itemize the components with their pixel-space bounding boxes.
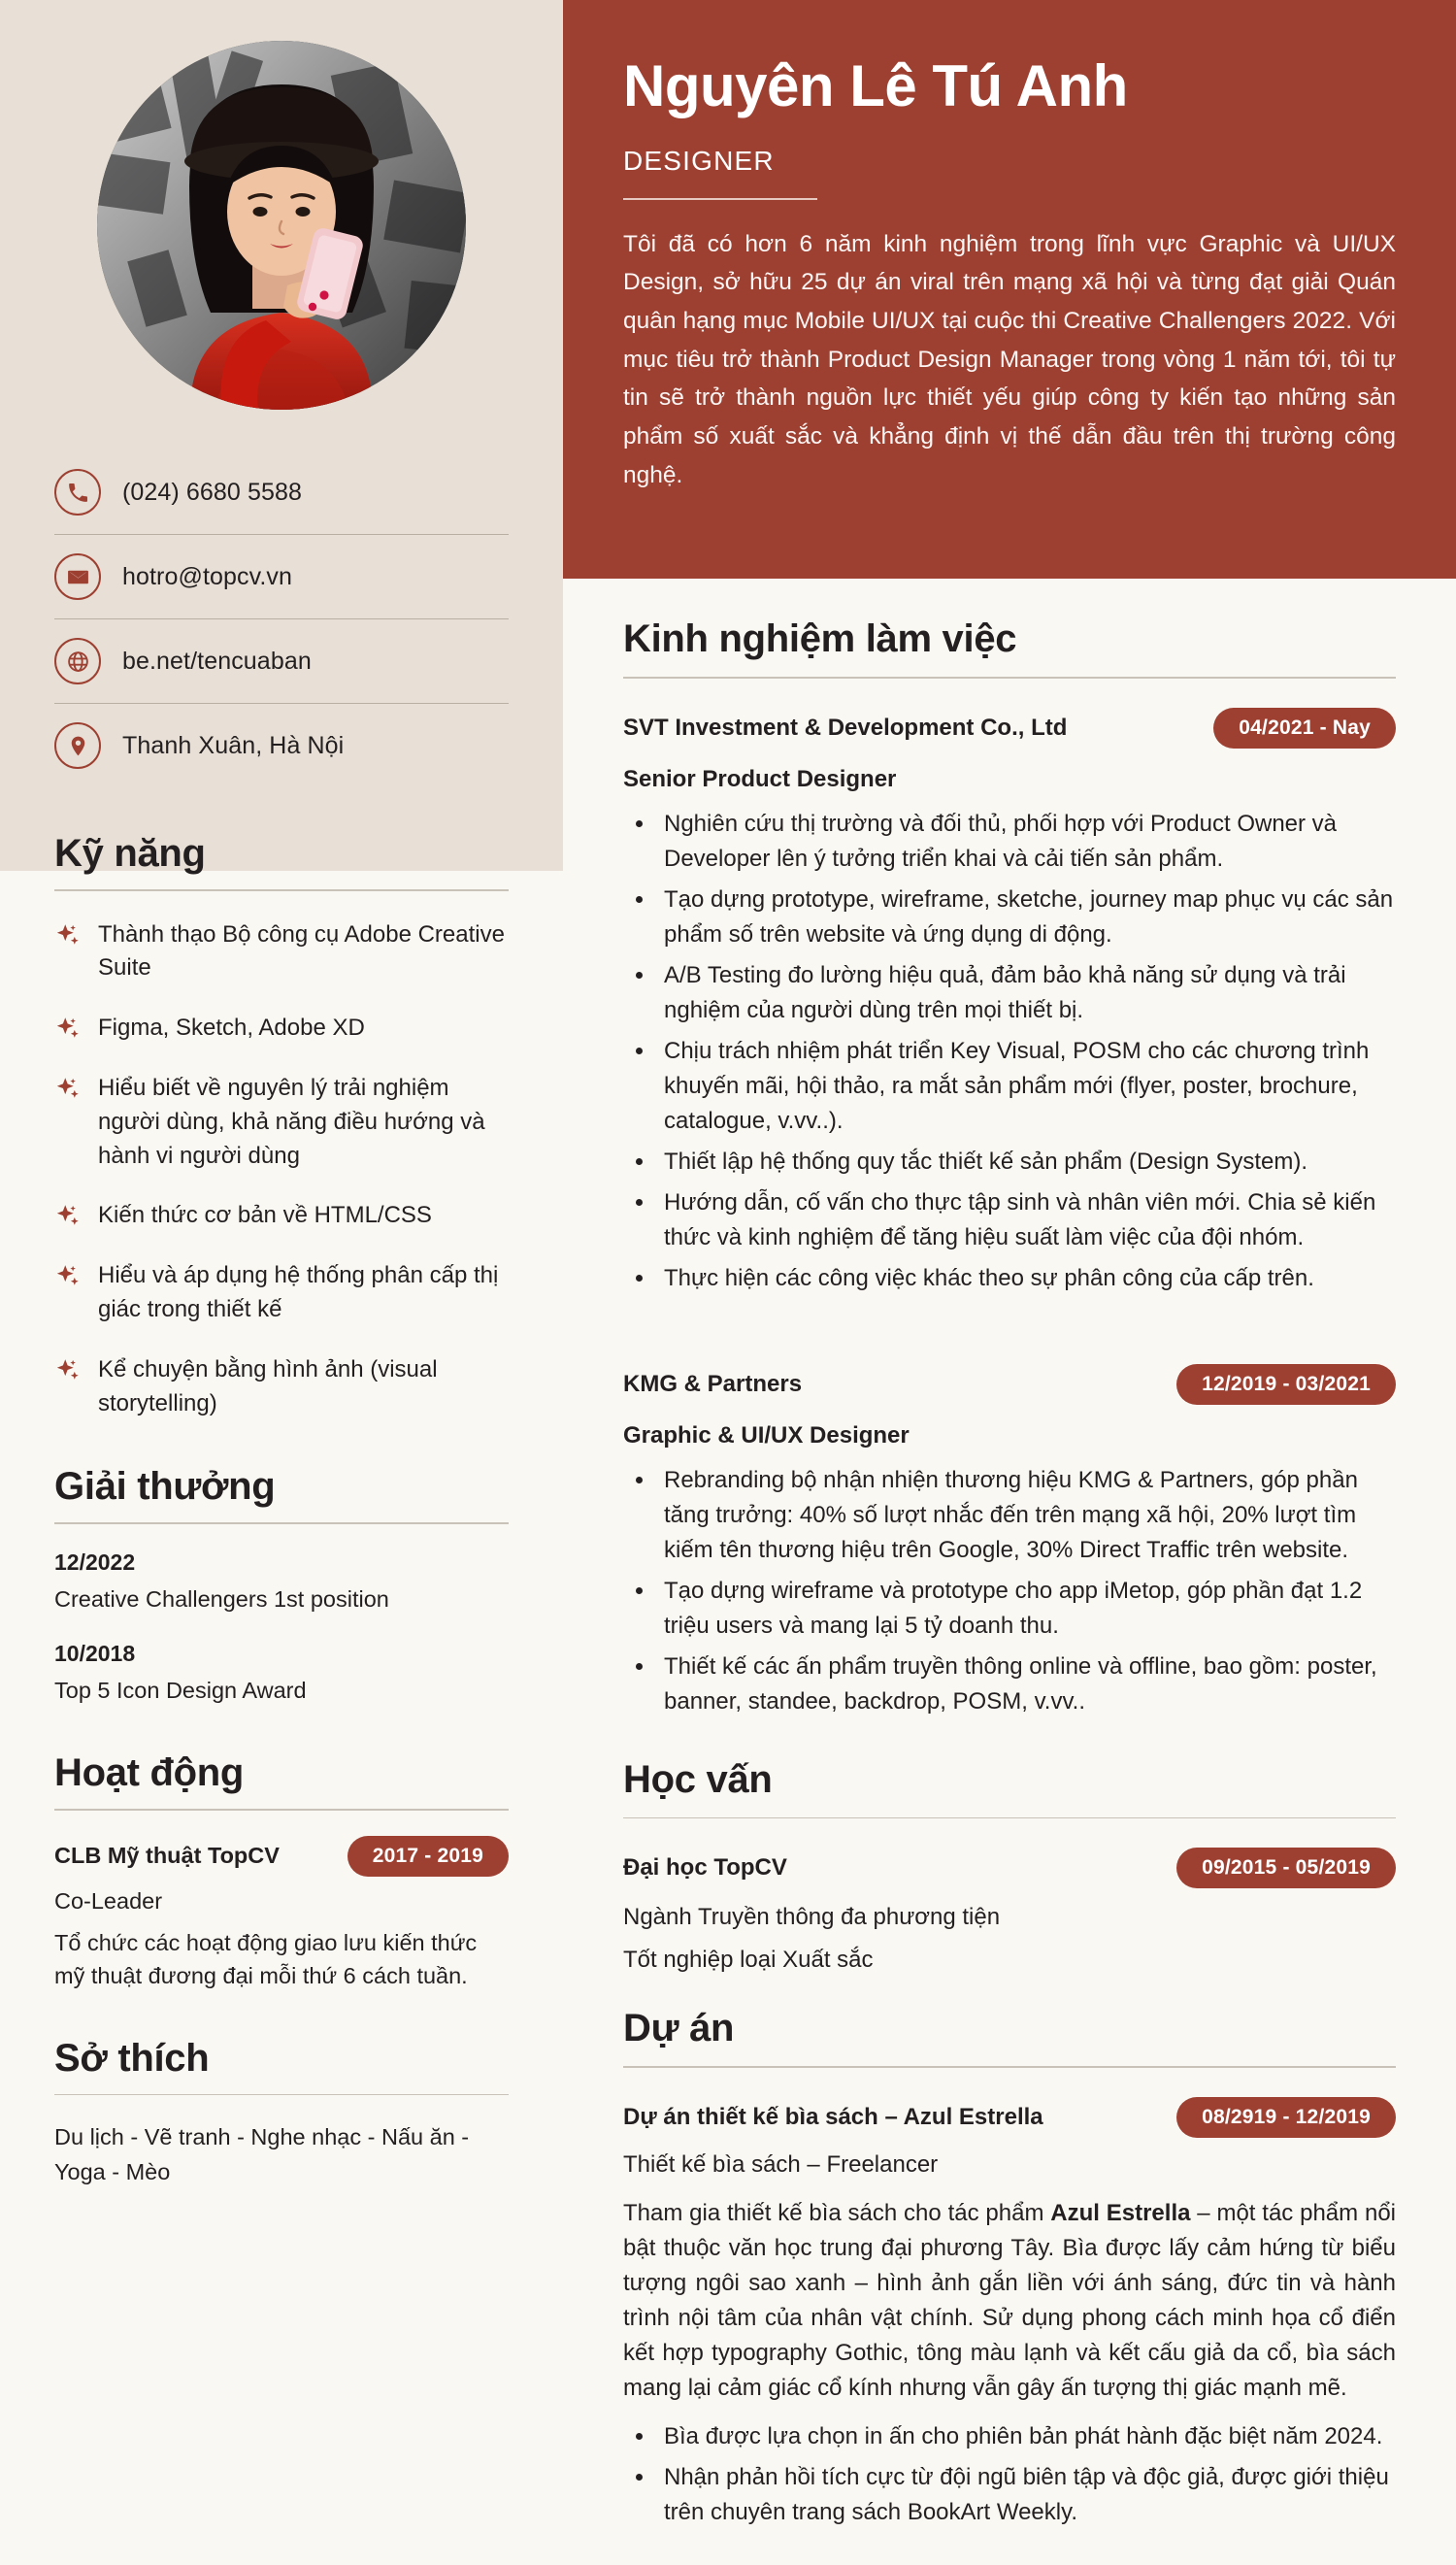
project-header <box>623 2097 1396 2138</box>
contact-row-website[interactable] <box>54 619 509 704</box>
skill-item <box>54 1353 509 1421</box>
activity-period-badge: 2017 - 2019 <box>347 1836 509 1877</box>
project-period-badge: 08/2919 - 12/2019 <box>1176 2097 1396 2138</box>
spacer <box>623 1302 1396 1335</box>
projects-heading: Dự án <box>623 2007 735 2050</box>
list-item: • Tạo dựng prototype, wireframe, sketche, journey map phục vụ các sản phẩm số trên website và ứng dụng di động. <box>656 883 1396 952</box>
hobbies-text: Du lịch - Vẽ tranh - Nghe nhạc - Nấu ăn - Yoga - Mèo <box>54 2124 470 2184</box>
education-major: Ngành Truyền thông đa phương tiện <box>623 1904 1001 1931</box>
contact-website-value: be.net/tencuaban <box>122 647 312 675</box>
sidebar <box>0 0 563 2480</box>
sparkle-icon <box>54 1016 81 1042</box>
skill-label: Thành thạo Bộ công cụ Adobe Creative Suite <box>98 920 505 982</box>
job-title: DESIGNER <box>623 146 775 176</box>
award-title: Top 5 Icon Design Award <box>54 1678 307 1704</box>
school-name: Đại học TopCV <box>623 1854 787 1882</box>
phone-icon <box>54 469 101 516</box>
sparkle-icon <box>54 922 81 949</box>
projects-divider <box>623 2066 1396 2068</box>
list-item: • Thực hiện các công việc khác theo sự phân công của cấp trên. <box>656 1261 1396 1296</box>
skill-item <box>54 1259 509 1327</box>
location-pin-icon <box>54 722 101 769</box>
skill-label: Figma, Sketch, Adobe XD <box>98 1015 365 1042</box>
list-item: • Thiết kế các ấn phẩm truyền thông online và offline, bao gồm: poster, banner, standee, backdrop, POSM, v.vv.. <box>656 1649 1396 1719</box>
sparkle-icon <box>54 1263 81 1289</box>
list-item: • Thiết lập hệ thống quy tắc thiết kế sản phẩm (Design System). <box>656 1145 1396 1180</box>
skills-divider <box>54 889 509 891</box>
contact-row-phone[interactable] <box>54 450 509 535</box>
awards-divider <box>54 1522 509 1524</box>
award-date: 10/2018 <box>54 1641 136 1667</box>
responsibility-list <box>656 807 1396 1296</box>
employment-role: Senior Product Designer <box>623 765 897 792</box>
experience-item <box>623 708 1396 1296</box>
list-item: • Hướng dẫn, cố vấn cho thực tập sinh và nhân viên mới. Chia sẻ kiến thức và kinh nghiệm để tăng hiệu suất làm việc của đội nhóm. <box>656 1185 1396 1255</box>
spacer <box>623 1725 1396 1758</box>
education-heading: Học vấn <box>623 1757 773 1801</box>
list-item: • Tạo dựng wireframe và prototype cho app iMetop, góp phần đạt 1.2 triệu users và mang lại 5 tỷ doanh thu. <box>656 1574 1396 1644</box>
globe-icon <box>54 638 101 684</box>
hero-banner <box>563 0 1456 579</box>
skills-heading: Kỹ năng <box>54 832 206 875</box>
contact-row-location[interactable] <box>54 704 509 787</box>
project-description-part2: – một tác phẩm nổi bật thuộc văn học trung đại phương Tây. Bìa được lấy cảm hứng từ biểu tượng ngôi sao xanh – hình ảnh gắn liền với ánh sáng, đức tin và hành trình nội tâm của nhân vật chính. Sử dụng phong cách minh họa cổ điển kết hợp typography Gothic, tông màu lạnh và kết cấu giả da cổ, bìa sách mang lại cảm giác cổ kính nhưng vẫn gây ấn tượng thị giác mạnh mẽ. <box>623 2199 1396 2401</box>
experience-divider <box>623 677 1396 679</box>
education-result: Tốt nghiệp loại Xuất sắc <box>623 1947 874 1974</box>
skill-item <box>54 918 509 986</box>
avatar-photo <box>97 41 466 410</box>
list-item: • Nghiên cứu thị trường và đối thủ, phối hợp với Product Owner và Developer lên ý tưởng triển khai và cải tiến sản phẩm. <box>656 807 1396 877</box>
list-item: • A/B Testing đo lường hiệu quả, đảm bảo khả năng sử dụng và trải nghiệm của người dùng trên mọi thiết bị. <box>656 958 1396 1028</box>
main-column <box>563 0 1456 2565</box>
employer-name: KMG & Partners <box>623 1370 803 1397</box>
skill-label: Hiểu và áp dụng hệ thống phân cấp thị giác trong thiết kế <box>98 1262 499 1322</box>
skill-label: Kể chuyện bằng hình ảnh (visual storytelling) <box>98 1355 438 1416</box>
contact-phone-value: (024) 6680 5588 <box>122 478 302 506</box>
activity-title: CLB Mỹ thuật TopCV <box>54 1843 280 1869</box>
skills-list <box>54 918 509 1421</box>
list-item: • Rebranding bộ nhận nhiện thương hiệu KMG & Partners, góp phần tăng trưởng: 40% số lượt nhắc đến trên mạng xã hội, 20% lượt tìm kiếm tên thương hiệu trên Google, 30% Direct Traffic trên website. <box>656 1463 1396 1568</box>
hobbies-divider <box>54 2094 509 2096</box>
experience-header <box>623 708 1396 749</box>
list-item: • Nhận phản hồi tích cực từ đội ngũ biên tập và độc giả, được giới thiệu trên chuyên trang sách BookArt Weekly. <box>656 2460 1396 2530</box>
project-subtitle: Thiết kế bìa sách – Freelancer <box>623 2150 939 2178</box>
hobbies-heading: Sở thích <box>54 2036 210 2080</box>
activity-description: Tổ chức các hoạt động giao lưu kiến thức mỹ thuật đương đại mỗi thứ 6 cách tuần. <box>54 1929 478 1988</box>
activity-item <box>54 1836 509 1992</box>
skill-label: Kiến thức cơ bản về HTML/CSS <box>98 1202 432 1229</box>
employment-period-badge: 12/2019 - 03/2021 <box>1176 1364 1396 1405</box>
profile-summary: Tôi đã có hơn 6 năm kinh nghiệm trong lĩnh vực Graphic và UI/UX Design, sở hữu 25 dự án viral trên mạng xã hội và từng đạt giải Quán quân hạng mục Mobile UI/UX tại cuộc thi Creative Challengers 2022. Với mục tiêu trở thành Product Design Manager trong vòng 1 năm tới, tôi tự tin sẽ trở thành nguồn lực thiết yếu giúp công ty kiến tạo những sản phẩm số xuất sắc và khẳng định vị thế dẫn đầu trên thị trường công nghệ. <box>623 230 1396 488</box>
employment-period-badge: 04/2021 - Nay <box>1213 708 1396 749</box>
project-description <box>623 2196 1396 2406</box>
project-description-part1: Tham gia thiết kế bìa sách cho tác phẩm <box>623 2199 1051 2226</box>
experience-heading: Kinh nghiệm làm việc <box>623 617 1017 660</box>
experience-header <box>623 1364 1396 1405</box>
experience-item <box>623 1364 1396 1719</box>
list-item: • Bìa được lựa chọn in ấn cho phiên bản phát hành đặc biệt năm 2024. <box>656 2419 1396 2454</box>
activities-divider <box>54 1809 509 1811</box>
responsibility-list <box>656 1463 1396 1719</box>
contact-email-value: hotro@topcv.vn <box>122 562 293 590</box>
skill-label: Hiểu biết về nguyên lý trải nghiệm người dùng, khả năng điều hướng và hành vi người dùng <box>98 1074 485 1169</box>
contact-list <box>54 450 509 787</box>
award-item <box>54 1641 509 1707</box>
contact-row-email[interactable] <box>54 535 509 619</box>
employer-name: SVT Investment & Development Co., Ltd <box>623 714 1068 741</box>
list-item: • Chịu trách nhiệm phát triển Key Visual, POSM cho các chương trình khuyến mãi, hội thảo, ra mắt sản phẩm mới (flyer, poster, brochure, catalogue, v.vv..). <box>656 1034 1396 1139</box>
education-header <box>623 1848 1396 1888</box>
activities-heading: Hoạt động <box>54 1751 245 1795</box>
award-title: Creative Challengers 1st position <box>54 1585 389 1612</box>
project-bullet-list <box>656 2419 1396 2530</box>
awards-heading: Giải thưởng <box>54 1465 276 1509</box>
envelope-icon <box>54 553 101 600</box>
avatar <box>97 41 466 410</box>
award-date: 12/2022 <box>54 1549 136 1575</box>
education-item <box>623 1848 1396 1974</box>
project-description-highlight: Azul Estrella <box>1050 2199 1191 2226</box>
activity-header <box>54 1836 509 1877</box>
page-title: Nguyên Lê Tú Anh <box>623 53 1128 118</box>
contact-location-value: Thanh Xuân, Hà Nội <box>122 731 345 759</box>
project-item <box>623 2097 1396 2530</box>
avatar-wrapper <box>54 0 509 410</box>
hero-divider <box>623 198 817 200</box>
sparkle-icon <box>54 1076 81 1102</box>
activity-role: Co-Leader <box>54 1887 163 1914</box>
sparkle-icon <box>54 1357 81 1383</box>
employment-role: Graphic & UI/UX Designer <box>623 1421 910 1449</box>
skill-item <box>54 1199 509 1233</box>
education-period-badge: 09/2015 - 05/2019 <box>1176 1848 1396 1888</box>
spacer <box>623 1974 1396 2007</box>
skill-item <box>54 1012 509 1046</box>
sparkle-icon <box>54 1203 81 1229</box>
skill-item <box>54 1072 509 1173</box>
award-item <box>54 1549 509 1616</box>
project-title: Dự án thiết kế bìa sách – Azul Estrella <box>623 2103 1043 2130</box>
education-divider <box>623 1817 1396 1819</box>
